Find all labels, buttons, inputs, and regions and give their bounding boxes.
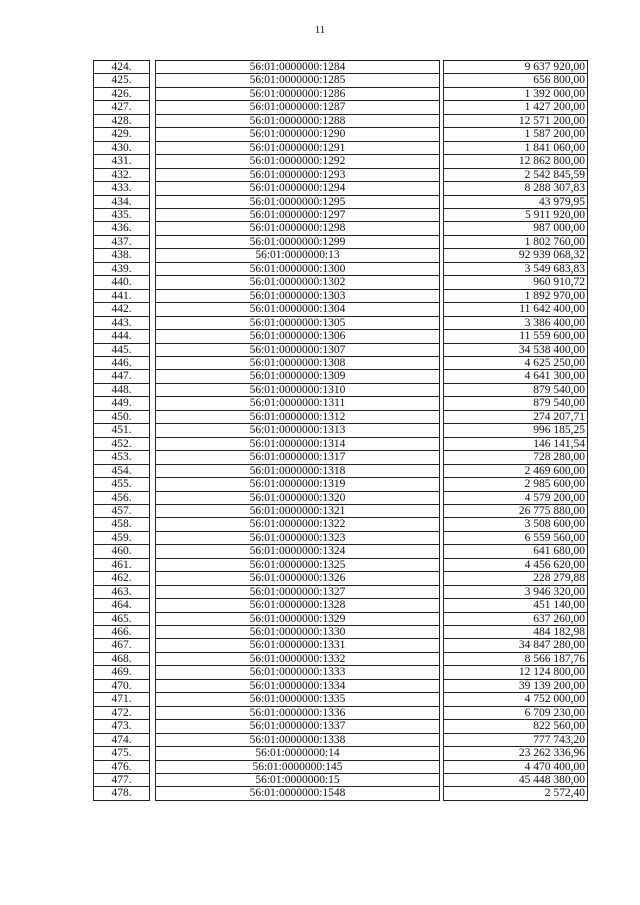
row-number: 440. (94, 276, 150, 289)
cadastral-value: 1 892 970,00 (444, 289, 588, 302)
row-number: 452. (94, 437, 150, 450)
row-number: 447. (94, 370, 150, 383)
row-number: 428. (94, 114, 150, 127)
cadastral-number: 56:01:0000000:1291 (156, 141, 440, 154)
cadastral-number: 56:01:0000000:1317 (156, 451, 440, 464)
table-row (94, 693, 588, 706)
row-number: 436. (94, 222, 150, 235)
table-row (94, 410, 588, 423)
cadastral-number: 56:01:0000000:1288 (156, 114, 440, 127)
cadastral-value: 777 743,20 (444, 733, 588, 746)
cadastral-number: 56:01:0000000:1327 (156, 585, 440, 598)
table-row (94, 639, 588, 652)
row-number: 425. (94, 74, 150, 87)
cadastral-number: 56:01:0000000:1290 (156, 128, 440, 141)
cadastral-value: 879 540,00 (444, 397, 588, 410)
cadastral-number: 56:01:0000000:1308 (156, 356, 440, 369)
cadastral-number: 56:01:0000000:1295 (156, 195, 440, 208)
cadastral-value: 45 448 380,00 (444, 774, 588, 787)
row-number: 476. (94, 760, 150, 773)
table-row (94, 330, 588, 343)
table-row (94, 599, 588, 612)
cadastral-value: 6 559 560,00 (444, 531, 588, 544)
table-row (94, 733, 588, 746)
table-row (94, 208, 588, 221)
cadastral-value: 274 207,71 (444, 410, 588, 423)
cadastral-value: 34 538 400,00 (444, 343, 588, 356)
row-number: 445. (94, 343, 150, 356)
row-number: 426. (94, 87, 150, 100)
row-number: 448. (94, 383, 150, 396)
cadastral-number: 56:01:0000000:1307 (156, 343, 440, 356)
table-row (94, 531, 588, 544)
row-number: 444. (94, 330, 150, 343)
table-row (94, 747, 588, 760)
table-row (94, 585, 588, 598)
row-number: 472. (94, 706, 150, 719)
cadastral-value: 987 000,00 (444, 222, 588, 235)
row-number: 434. (94, 195, 150, 208)
table-row (94, 720, 588, 733)
row-number: 449. (94, 397, 150, 410)
table-row (94, 666, 588, 679)
table-row (94, 235, 588, 248)
cadastral-value: 879 540,00 (444, 383, 588, 396)
table-row (94, 558, 588, 571)
row-number: 450. (94, 410, 150, 423)
cadastral-value: 23 262 336,96 (444, 747, 588, 760)
cadastral-value: 960 910,72 (444, 276, 588, 289)
row-number: 468. (94, 652, 150, 665)
cadastral-number: 56:01:0000000:1299 (156, 235, 440, 248)
cadastral-number: 56:01:0000000:1324 (156, 545, 440, 558)
cadastral-value: 9 637 920,00 (444, 61, 588, 74)
cadastral-value: 34 847 280,00 (444, 639, 588, 652)
row-number: 465. (94, 612, 150, 625)
table-row (94, 478, 588, 491)
cadastral-value: 1 802 760,00 (444, 235, 588, 248)
row-number: 455. (94, 478, 150, 491)
table-row (94, 222, 588, 235)
cadastral-number: 56:01:0000000:13 (156, 249, 440, 262)
row-number: 439. (94, 262, 150, 275)
cadastral-number: 56:01:0000000:15 (156, 774, 440, 787)
cadastral-value: 1 392 000,00 (444, 87, 588, 100)
row-number: 474. (94, 733, 150, 746)
row-number: 430. (94, 141, 150, 154)
cadastral-value: 12 124 800,00 (444, 666, 588, 679)
table-row (94, 679, 588, 692)
row-number: 453. (94, 451, 150, 464)
cadastral-value: 641 680,00 (444, 545, 588, 558)
row-number: 427. (94, 101, 150, 114)
row-number: 463. (94, 585, 150, 598)
cadastral-number: 56:01:0000000:1334 (156, 679, 440, 692)
row-number: 459. (94, 531, 150, 544)
cadastral-value: 8 288 307,83 (444, 182, 588, 195)
cadastral-number: 56:01:0000000:1284 (156, 61, 440, 74)
table-row (94, 787, 588, 800)
cadastral-value: 728 280,00 (444, 451, 588, 464)
cadastral-number: 56:01:0000000:1294 (156, 182, 440, 195)
row-number: 446. (94, 356, 150, 369)
table-row (94, 289, 588, 302)
cadastral-number: 56:01:0000000:1322 (156, 518, 440, 531)
table-row (94, 370, 588, 383)
cadastral-number: 56:01:0000000:1331 (156, 639, 440, 652)
cadastral-value: 3 386 400,00 (444, 316, 588, 329)
cadastral-number: 56:01:0000000:1325 (156, 558, 440, 571)
cadastral-value: 3 946 320,00 (444, 585, 588, 598)
row-number: 469. (94, 666, 150, 679)
row-number: 435. (94, 208, 150, 221)
table-row (94, 101, 588, 114)
cadastral-value: 656 800,00 (444, 74, 588, 87)
cadastral-value: 637 260,00 (444, 612, 588, 625)
cadastral-number: 56:01:0000000:145 (156, 760, 440, 773)
cadastral-value: 3 508 600,00 (444, 518, 588, 531)
cadastral-value: 228 279,88 (444, 572, 588, 585)
row-number: 451. (94, 424, 150, 437)
cadastral-value: 2 542 845,59 (444, 168, 588, 181)
table-row (94, 343, 588, 356)
cadastral-number: 56:01:0000000:1298 (156, 222, 440, 235)
cadastral-value: 4 579 200,00 (444, 491, 588, 504)
cadastral-number: 56:01:0000000:1321 (156, 504, 440, 517)
cadastral-number: 56:01:0000000:1309 (156, 370, 440, 383)
cadastral-number: 56:01:0000000:1319 (156, 478, 440, 491)
cadastral-number: 56:01:0000000:1311 (156, 397, 440, 410)
cadastral-number: 56:01:0000000:1335 (156, 693, 440, 706)
cadastral-number: 56:01:0000000:14 (156, 747, 440, 760)
table-row (94, 316, 588, 329)
cadastral-value: 11 642 400,00 (444, 303, 588, 316)
cadastral-value: 4 470 400,00 (444, 760, 588, 773)
cadastral-number: 56:01:0000000:1312 (156, 410, 440, 423)
cadastral-number: 56:01:0000000:1287 (156, 101, 440, 114)
table-row (94, 545, 588, 558)
cadastral-number: 56:01:0000000:1328 (156, 599, 440, 612)
cadastral-value: 12 862 800,00 (444, 155, 588, 168)
row-number: 457. (94, 504, 150, 517)
row-number: 458. (94, 518, 150, 531)
cadastral-value: 39 139 200,00 (444, 679, 588, 692)
row-number: 475. (94, 747, 150, 760)
cadastral-number: 56:01:0000000:1333 (156, 666, 440, 679)
table-row (94, 141, 588, 154)
table-row (94, 774, 588, 787)
row-number: 460. (94, 545, 150, 558)
cadastral-number: 56:01:0000000:1292 (156, 155, 440, 168)
table-row (94, 760, 588, 773)
cadastral-number: 56:01:0000000:1330 (156, 626, 440, 639)
table-row (94, 572, 588, 585)
row-number: 462. (94, 572, 150, 585)
table-row (94, 61, 588, 74)
row-number: 471. (94, 693, 150, 706)
table-row (94, 276, 588, 289)
table-row (94, 195, 588, 208)
cadastral-number: 56:01:0000000:1323 (156, 531, 440, 544)
cadastral-value-table (93, 60, 588, 801)
cadastral-value: 2 985 600,00 (444, 478, 588, 491)
cadastral-value: 4 752 000,00 (444, 693, 588, 706)
row-number: 467. (94, 639, 150, 652)
cadastral-number: 56:01:0000000:1336 (156, 706, 440, 719)
cadastral-number: 56:01:0000000:1313 (156, 424, 440, 437)
row-number: 478. (94, 787, 150, 800)
row-number: 433. (94, 182, 150, 195)
cadastral-number: 56:01:0000000:1286 (156, 87, 440, 100)
cadastral-value: 484 182,98 (444, 626, 588, 639)
cadastral-number: 56:01:0000000:1338 (156, 733, 440, 746)
table-row (94, 504, 588, 517)
table-row (94, 437, 588, 450)
row-number: 470. (94, 679, 150, 692)
table-row (94, 491, 588, 504)
table-row (94, 249, 588, 262)
row-number: 477. (94, 774, 150, 787)
cadastral-number: 56:01:0000000:1285 (156, 74, 440, 87)
table-row (94, 87, 588, 100)
table-row (94, 303, 588, 316)
cadastral-value: 2 469 600,00 (444, 464, 588, 477)
table-row (94, 652, 588, 665)
cadastral-value: 1 841 060,00 (444, 141, 588, 154)
table-row (94, 262, 588, 275)
row-number: 443. (94, 316, 150, 329)
cadastral-number: 56:01:0000000:1329 (156, 612, 440, 625)
table-row (94, 612, 588, 625)
row-number: 454. (94, 464, 150, 477)
row-number: 456. (94, 491, 150, 504)
cadastral-value: 146 141,54 (444, 437, 588, 450)
row-number: 442. (94, 303, 150, 316)
row-number: 466. (94, 626, 150, 639)
cadastral-value: 43 979,95 (444, 195, 588, 208)
table-row (94, 114, 588, 127)
cadastral-value: 2 572,40 (444, 787, 588, 800)
cadastral-number: 56:01:0000000:1337 (156, 720, 440, 733)
cadastral-value: 996 185,25 (444, 424, 588, 437)
row-number: 464. (94, 599, 150, 612)
cadastral-number: 56:01:0000000:1300 (156, 262, 440, 275)
table-row (94, 397, 588, 410)
cadastral-number: 56:01:0000000:1302 (156, 276, 440, 289)
cadastral-value: 4 456 620,00 (444, 558, 588, 571)
table-row (94, 518, 588, 531)
cadastral-number: 56:01:0000000:1332 (156, 652, 440, 665)
cadastral-number: 56:01:0000000:1320 (156, 491, 440, 504)
cadastral-number: 56:01:0000000:1305 (156, 316, 440, 329)
table-row (94, 424, 588, 437)
cadastral-value: 822 560,00 (444, 720, 588, 733)
cadastral-number: 56:01:0000000:1293 (156, 168, 440, 181)
cadastral-value: 451 140,00 (444, 599, 588, 612)
cadastral-value: 3 549 683,83 (444, 262, 588, 275)
cadastral-value: 1 427 200,00 (444, 101, 588, 114)
cadastral-number: 56:01:0000000:1548 (156, 787, 440, 800)
table-row (94, 74, 588, 87)
cadastral-number: 56:01:0000000:1304 (156, 303, 440, 316)
table-row (94, 356, 588, 369)
table-row (94, 451, 588, 464)
cadastral-number: 56:01:0000000:1310 (156, 383, 440, 396)
cadastral-value: 4 641 300,00 (444, 370, 588, 383)
cadastral-value: 5 911 920,00 (444, 208, 588, 221)
cadastral-number: 56:01:0000000:1303 (156, 289, 440, 302)
table-body (94, 61, 588, 801)
cadastral-value: 8 566 187,76 (444, 652, 588, 665)
table-row (94, 182, 588, 195)
row-number: 473. (94, 720, 150, 733)
row-number: 441. (94, 289, 150, 302)
table-row (94, 128, 588, 141)
cadastral-value: 6 709 230,00 (444, 706, 588, 719)
row-number: 461. (94, 558, 150, 571)
row-number: 424. (94, 61, 150, 74)
cadastral-number: 56:01:0000000:1297 (156, 208, 440, 221)
row-number: 438. (94, 249, 150, 262)
cadastral-number: 56:01:0000000:1318 (156, 464, 440, 477)
row-number: 429. (94, 128, 150, 141)
cadastral-value: 11 559 600,00 (444, 330, 588, 343)
row-number: 437. (94, 235, 150, 248)
table-row (94, 155, 588, 168)
cadastral-number: 56:01:0000000:1314 (156, 437, 440, 450)
table-row (94, 464, 588, 477)
cadastral-value: 92 939 068,32 (444, 249, 588, 262)
cadastral-number: 56:01:0000000:1306 (156, 330, 440, 343)
cadastral-value: 26 775 880,00 (444, 504, 588, 517)
row-number: 432. (94, 168, 150, 181)
table-row (94, 168, 588, 181)
cadastral-value: 1 587 200,00 (444, 128, 588, 141)
cadastral-value: 4 625 250,00 (444, 356, 588, 369)
table-row (94, 706, 588, 719)
page-number: 11 (314, 24, 326, 36)
row-number: 431. (94, 155, 150, 168)
table-row (94, 626, 588, 639)
table-row (94, 383, 588, 396)
cadastral-value: 12 571 200,00 (444, 114, 588, 127)
cadastral-number: 56:01:0000000:1326 (156, 572, 440, 585)
